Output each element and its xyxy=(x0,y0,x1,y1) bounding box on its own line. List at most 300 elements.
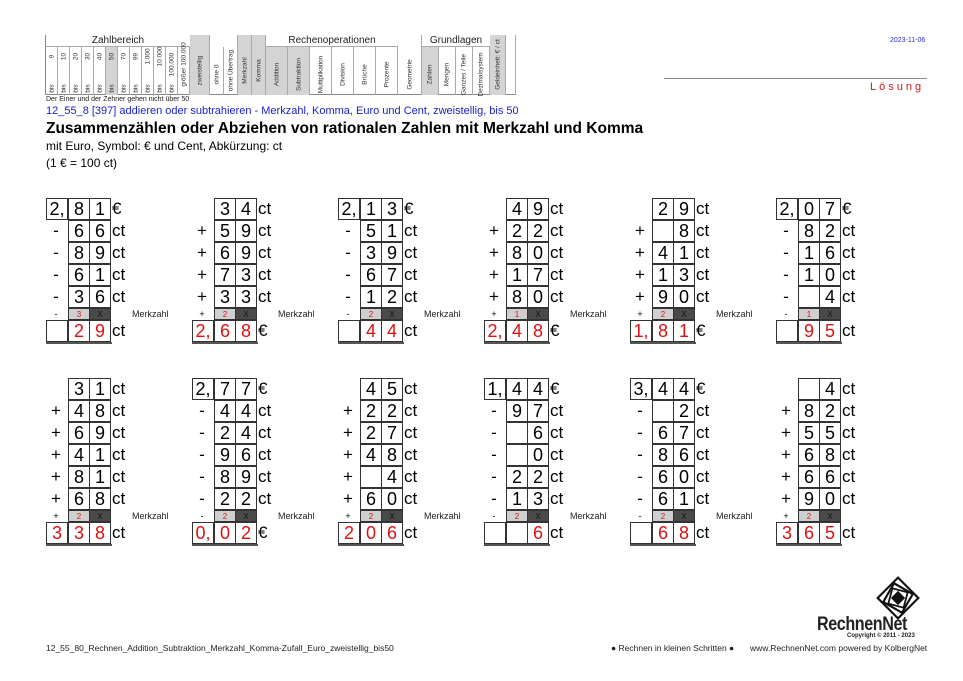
operand-unit-label: ct xyxy=(112,489,126,508)
operator-sign: - xyxy=(491,445,497,464)
result-underline xyxy=(338,342,404,344)
start-unit-label: ct xyxy=(696,199,710,218)
carry-digit-box[interactable]: 2 xyxy=(214,308,236,320)
zahlbereich-col-9 xyxy=(154,47,166,95)
start-digit-box: 9 xyxy=(673,198,695,220)
range-prefix-label: bis xyxy=(120,84,127,93)
operand-tens-box: 1 xyxy=(506,488,528,510)
result-digit-box[interactable]: 8 xyxy=(527,320,549,342)
range-prefix-label: bis xyxy=(156,84,163,93)
merkzahl-operator: - xyxy=(54,309,58,319)
merkzahl-label: Merkzahl xyxy=(132,309,169,319)
result-digit-box[interactable]: 6 xyxy=(527,522,549,544)
merkzahl-operator: + xyxy=(783,511,789,521)
result-digit-box[interactable]: 5 xyxy=(819,320,841,342)
operand-unit-label: ct xyxy=(112,445,126,464)
operand-unit-label: ct xyxy=(842,401,856,420)
operand-unit-label: ct xyxy=(112,423,126,442)
operator-sign: + xyxy=(51,423,61,442)
geldeinheit-col xyxy=(490,35,506,95)
start-unit-label: € xyxy=(696,379,706,398)
operation-col-prozente xyxy=(376,47,398,95)
operand-unit-label: ct xyxy=(550,287,564,306)
carry-digit-box[interactable]: 1 xyxy=(798,308,820,320)
carry-digit-box[interactable]: 2 xyxy=(798,510,820,522)
operand-tens-box xyxy=(506,444,528,466)
range-prefix-label: bis xyxy=(168,84,175,93)
start-digit-box: 2 xyxy=(652,198,674,220)
operand-unit-label: ct xyxy=(258,401,272,420)
result-digit-box[interactable] xyxy=(506,522,528,544)
result-unit-label: € xyxy=(696,321,706,340)
operand-tens-box: 9 xyxy=(798,488,820,510)
operator-sign: - xyxy=(491,489,497,508)
result-underline xyxy=(776,342,842,344)
operand-ones-box: 0 xyxy=(381,488,403,510)
zahlbereich-col-0 xyxy=(46,47,58,95)
range-note: Der Einer und der Zehner gehen nicht über 50 xyxy=(46,96,190,103)
merkzahl-operator: + xyxy=(637,309,643,319)
start-digit-box: 4 xyxy=(235,198,257,220)
operand-tens-box xyxy=(360,466,382,488)
operand-ones-box: 5 xyxy=(819,422,841,444)
operand-unit-label: ct xyxy=(404,489,418,508)
operand-ones-box: 6 xyxy=(527,422,549,444)
range-value-label: 99 xyxy=(132,52,139,61)
operand-ones-box: 4 xyxy=(235,400,257,422)
operand-ones-box: 0 xyxy=(819,488,841,510)
flag-col-komma xyxy=(252,35,266,95)
result-unit-label: ct xyxy=(404,321,418,340)
carry-digit-box[interactable]: 2 xyxy=(652,308,674,320)
start-unit-label: € xyxy=(112,199,122,218)
operation-label: Division xyxy=(339,63,346,86)
result-digit-box[interactable]: 6 xyxy=(798,522,820,544)
operand-tens-box xyxy=(652,220,674,242)
carry-blocked-box: X xyxy=(819,510,841,522)
operator-sign: - xyxy=(637,401,643,420)
operand-tens-box: 1 xyxy=(798,242,820,264)
result-digit-box[interactable]: 2 xyxy=(338,522,360,544)
zahlbereich-col-2 xyxy=(70,47,82,95)
start-digit-box: 3, xyxy=(630,378,652,400)
start-digit-box: 4 xyxy=(652,378,674,400)
range-prefix-label: bis xyxy=(48,84,55,93)
range-value-label: 50 xyxy=(108,52,115,61)
operand-ones-box: 9 xyxy=(235,220,257,242)
start-digit-box: 5 xyxy=(381,378,403,400)
operand-ones-box: 1 xyxy=(89,264,111,286)
operand-unit-label: ct xyxy=(404,401,418,420)
operator-sign: + xyxy=(489,287,499,306)
grundlagen-group xyxy=(422,35,490,97)
operation-label: Prozente xyxy=(383,61,390,88)
merkzahl-label: Merkzahl xyxy=(132,511,169,521)
operator-sign: + xyxy=(51,401,61,420)
result-underline xyxy=(46,342,112,344)
operand-unit-label: ct xyxy=(258,221,272,240)
operand-ones-box: 7 xyxy=(381,422,403,444)
result-digit-box[interactable] xyxy=(630,522,652,544)
operand-tens-box: 2 xyxy=(214,422,236,444)
operand-ones-box: 4 xyxy=(235,422,257,444)
operand-tens-box: 6 xyxy=(68,422,90,444)
geldeinheit-label: Geldeinheit: € / ct xyxy=(494,39,501,90)
start-digit-box: 3 xyxy=(68,378,90,400)
operator-sign: + xyxy=(781,401,791,420)
result-digit-box[interactable] xyxy=(338,320,360,342)
operand-unit-label: ct xyxy=(842,265,856,284)
zahlbereich-col-6 xyxy=(118,47,130,95)
merkzahl-label: Merkzahl xyxy=(570,309,607,319)
operand-unit-label: ct xyxy=(404,221,418,240)
name-line-divider xyxy=(664,78,927,79)
rechenoperationen-group xyxy=(266,35,398,94)
operator-sign: + xyxy=(635,221,645,240)
geometrie-label: Geometrie xyxy=(406,59,413,90)
zahlbereich-col-8 xyxy=(142,47,154,95)
operand-tens-box: 1 xyxy=(798,264,820,286)
operator-sign: - xyxy=(199,445,205,464)
operand-ones-box: 2 xyxy=(673,400,695,422)
result-digit-box[interactable]: 2 xyxy=(235,522,257,544)
operand-tens-box: 9 xyxy=(652,286,674,308)
carry-blocked-box: X xyxy=(89,510,111,522)
operator-sign: - xyxy=(199,423,205,442)
operand-tens-box: 1 xyxy=(506,264,528,286)
operand-unit-label: ct xyxy=(258,467,272,486)
carry-blocked-box: X xyxy=(235,510,257,522)
result-digit-box[interactable]: 2, xyxy=(192,320,214,342)
range-value-label: 100.000 xyxy=(168,52,175,77)
grundlagen-label: Zahlen xyxy=(426,64,434,85)
operand-unit-label: ct xyxy=(404,287,418,306)
operand-tens-box: 6 xyxy=(68,488,90,510)
operand-tens-box: 2 xyxy=(506,466,528,488)
operator-sign: - xyxy=(53,287,59,306)
operand-tens-box: 4 xyxy=(214,400,236,422)
start-digit-box: 2, xyxy=(46,198,68,220)
start-unit-label: ct xyxy=(258,199,272,218)
result-digit-box[interactable]: 6 xyxy=(381,522,403,544)
subtitle-conversion: (1 € = 100 ct) xyxy=(46,156,118,170)
merkzahl-label: Merkzahl xyxy=(570,511,607,521)
operator-sign: - xyxy=(491,467,497,486)
operator-sign: - xyxy=(345,243,351,262)
operand-tens-box: 2 xyxy=(360,422,382,444)
operand-tens-box: 4 xyxy=(68,400,90,422)
operator-sign: - xyxy=(53,265,59,284)
result-digit-box[interactable]: 1, xyxy=(630,320,652,342)
flag-col-merkzahl xyxy=(238,35,252,95)
start-digit-box: 7 xyxy=(235,378,257,400)
result-digit-box[interactable]: 2, xyxy=(484,320,506,342)
result-digit-box[interactable]: 6 xyxy=(214,320,236,342)
operand-ones-box: 0 xyxy=(673,286,695,308)
result-digit-box[interactable]: 0 xyxy=(214,522,236,544)
geometrie-col xyxy=(398,35,422,95)
operator-sign: + xyxy=(343,423,353,442)
result-digit-box[interactable]: 9 xyxy=(798,320,820,342)
operator-sign: - xyxy=(783,243,789,262)
operator-sign: - xyxy=(491,401,497,420)
result-underline xyxy=(46,544,112,546)
result-digit-box[interactable]: 3 xyxy=(776,522,798,544)
operand-unit-label: ct xyxy=(550,401,564,420)
operand-unit-label: ct xyxy=(696,445,710,464)
operand-ones-box: 6 xyxy=(89,220,111,242)
operand-ones-box: 1 xyxy=(381,220,403,242)
flag-col-ohne-bertrag xyxy=(224,35,238,95)
start-unit-label: € xyxy=(550,379,560,398)
operation-label: Brüche xyxy=(361,64,368,85)
operand-ones-box: 0 xyxy=(673,466,695,488)
operand-tens-box xyxy=(798,286,820,308)
start-digit-box: 2, xyxy=(192,378,214,400)
start-digit-box: 2, xyxy=(776,198,798,220)
grundlagen-label: Ganzes / Teile xyxy=(460,53,468,96)
operator-sign: + xyxy=(197,265,207,284)
operand-ones-box: 2 xyxy=(235,488,257,510)
flag-label: zweistellig xyxy=(196,55,203,86)
result-unit-label: ct xyxy=(404,523,418,542)
operator-sign: + xyxy=(197,243,207,262)
operand-ones-box: 2 xyxy=(819,400,841,422)
merkzahl-operator: - xyxy=(638,511,642,521)
merkzahl-label: Merkzahl xyxy=(278,511,315,521)
operand-ones-box: 0 xyxy=(527,286,549,308)
operand-tens-box: 4 xyxy=(652,242,674,264)
range-prefix-label: bis xyxy=(108,84,115,93)
operand-tens-box: 8 xyxy=(506,242,528,264)
range-prefix-label: bis xyxy=(144,84,151,93)
table-end-spacer xyxy=(506,35,516,95)
operator-sign: - xyxy=(783,221,789,240)
operand-ones-box: 9 xyxy=(89,242,111,264)
result-unit-label: € xyxy=(258,523,268,542)
operand-unit-label: ct xyxy=(696,265,710,284)
operator-sign: + xyxy=(489,221,499,240)
result-underline xyxy=(484,342,550,344)
merkzahl-label: Merkzahl xyxy=(716,309,753,319)
operand-unit-label: ct xyxy=(842,423,856,442)
operand-unit-label: ct xyxy=(550,221,564,240)
start-unit-label: € xyxy=(258,379,268,398)
operand-unit-label: ct xyxy=(258,265,272,284)
operand-unit-label: ct xyxy=(696,287,710,306)
operand-unit-label: ct xyxy=(258,445,272,464)
operand-tens-box: 2 xyxy=(214,488,236,510)
zahlbereich-col-5 xyxy=(106,47,118,95)
operand-tens-box xyxy=(652,400,674,422)
carry-digit-box[interactable]: 2 xyxy=(506,510,528,522)
result-digit-box[interactable]: 3 xyxy=(68,522,90,544)
carry-digit-box[interactable]: 2 xyxy=(360,308,382,320)
operator-sign: + xyxy=(635,265,645,284)
operand-ones-box: 1 xyxy=(89,466,111,488)
operand-unit-label: ct xyxy=(404,445,418,464)
operand-unit-label: ct xyxy=(258,423,272,442)
operand-ones-box: 7 xyxy=(381,264,403,286)
operand-tens-box: 6 xyxy=(68,264,90,286)
result-digit-box[interactable]: 4 xyxy=(381,320,403,342)
range-prefix-label: bis xyxy=(84,84,91,93)
merkzahl-operator: - xyxy=(492,511,496,521)
range-prefix-label: bis xyxy=(72,84,79,93)
operator-sign: - xyxy=(53,221,59,240)
result-digit-box[interactable] xyxy=(46,320,68,342)
operator-sign: + xyxy=(197,221,207,240)
flag-label: ohne 0 xyxy=(213,64,220,85)
operator-sign: + xyxy=(197,287,207,306)
result-digit-box[interactable]: 6 xyxy=(652,522,674,544)
operand-ones-box: 6 xyxy=(819,466,841,488)
result-digit-box[interactable]: 3 xyxy=(46,522,68,544)
operator-sign: - xyxy=(199,401,205,420)
range-value-label: 10 xyxy=(60,52,67,61)
operand-ones-box: 9 xyxy=(89,422,111,444)
grundlagen-col-3 xyxy=(473,47,490,95)
result-unit-label: ct xyxy=(842,321,856,340)
result-digit-box[interactable]: 9 xyxy=(89,320,111,342)
result-digit-box[interactable]: 1 xyxy=(673,320,695,342)
operand-unit-label: ct xyxy=(842,489,856,508)
carry-digit-box[interactable]: 2 xyxy=(68,510,90,522)
flag-col-zweistellig xyxy=(190,35,210,95)
result-digit-box[interactable]: 8 xyxy=(652,320,674,342)
start-digit-box: 7 xyxy=(819,198,841,220)
operand-unit-label: ct xyxy=(842,445,856,464)
carry-digit-box[interactable]: 2 xyxy=(214,510,236,522)
operand-unit-label: ct xyxy=(696,401,710,420)
start-digit-box: 4 xyxy=(506,198,528,220)
operand-ones-box: 3 xyxy=(527,488,549,510)
operator-sign: - xyxy=(637,445,643,464)
result-digit-box[interactable]: 8 xyxy=(235,320,257,342)
operand-ones-box: 7 xyxy=(673,422,695,444)
operand-tens-box: 6 xyxy=(360,488,382,510)
operand-unit-label: ct xyxy=(404,423,418,442)
result-unit-label: ct xyxy=(550,523,564,542)
result-digit-box[interactable]: 8 xyxy=(673,522,695,544)
operator-sign: + xyxy=(343,467,353,486)
flag-label: ohne Übertrag xyxy=(227,49,234,92)
operator-sign: - xyxy=(345,287,351,306)
operand-unit-label: ct xyxy=(550,243,564,262)
operand-unit-label: ct xyxy=(550,489,564,508)
start-digit-box: 8 xyxy=(68,198,90,220)
operation-col-multiplikation xyxy=(310,47,332,95)
carry-digit-box[interactable]: 2 xyxy=(360,510,382,522)
merkzahl-label: Merkzahl xyxy=(424,309,461,319)
operand-ones-box: 9 xyxy=(235,466,257,488)
operator-sign: + xyxy=(489,243,499,262)
result-digit-box[interactable]: 4 xyxy=(506,320,528,342)
carry-digit-box[interactable]: 2 xyxy=(652,510,674,522)
operation-col-subtraktion xyxy=(288,47,310,95)
operation-col-division xyxy=(332,47,354,95)
result-underline xyxy=(776,544,842,546)
operand-ones-box: 1 xyxy=(673,242,695,264)
operand-tens-box: 1 xyxy=(360,286,382,308)
operand-ones-box: 2 xyxy=(527,220,549,242)
result-underline xyxy=(338,544,404,546)
operand-ones-box: 8 xyxy=(381,444,403,466)
flag-label: Merkzahl xyxy=(241,57,248,84)
start-digit-box: 1 xyxy=(89,198,111,220)
range-prefix-label: bis xyxy=(132,84,139,93)
merkzahl-operator: + xyxy=(345,511,351,521)
flag-col-ohne-0 xyxy=(210,47,224,95)
result-digit-box[interactable]: 8 xyxy=(89,522,111,544)
operand-tens-box: 8 xyxy=(506,286,528,308)
carry-blocked-box: X xyxy=(89,308,111,320)
result-digit-box[interactable]: 0, xyxy=(192,522,214,544)
operand-ones-box: 0 xyxy=(527,242,549,264)
result-digit-box[interactable]: 4 xyxy=(360,320,382,342)
result-digit-box[interactable]: 0 xyxy=(360,522,382,544)
date-label: 2023-11-06 xyxy=(890,37,926,44)
operand-unit-label: ct xyxy=(404,243,418,262)
operand-unit-label: ct xyxy=(112,243,126,262)
operand-tens-box: 3 xyxy=(360,242,382,264)
range-value-label: größer 100.000 xyxy=(180,42,187,87)
range-prefix-label: bis xyxy=(60,84,67,93)
operand-unit-label: ct xyxy=(258,243,272,262)
operand-tens-box: 7 xyxy=(214,264,236,286)
merkzahl-label: Merkzahl xyxy=(424,511,461,521)
range-value-label: 30 xyxy=(84,52,91,61)
result-digit-box[interactable] xyxy=(776,320,798,342)
grundlagen-col-0 xyxy=(422,47,439,95)
start-digit-box: 9 xyxy=(527,198,549,220)
operand-unit-label: ct xyxy=(696,467,710,486)
operator-sign: - xyxy=(345,221,351,240)
operator-sign: - xyxy=(345,265,351,284)
operand-ones-box: 6 xyxy=(89,286,111,308)
operand-ones-box: 4 xyxy=(819,286,841,308)
result-digit-box[interactable]: 5 xyxy=(819,522,841,544)
merkzahl-operator: + xyxy=(199,309,205,319)
start-digit-box: 4 xyxy=(673,378,695,400)
carry-blocked-box: X xyxy=(819,308,841,320)
operand-tens-box: 9 xyxy=(506,400,528,422)
flag-label: Komma xyxy=(255,59,262,82)
result-digit-box[interactable] xyxy=(484,522,506,544)
operand-unit-label: ct xyxy=(550,265,564,284)
zahlbereich-col-3 xyxy=(82,47,94,95)
operator-sign: + xyxy=(635,243,645,262)
operation-label: Multiplikation xyxy=(317,55,324,94)
result-unit-label: € xyxy=(258,321,268,340)
operand-ones-box: 1 xyxy=(673,488,695,510)
grundlagen-label: Dezimalsystem xyxy=(477,52,485,97)
carry-digit-box[interactable]: 1 xyxy=(506,308,528,320)
operand-ones-box: 6 xyxy=(235,444,257,466)
operand-unit-label: ct xyxy=(696,489,710,508)
result-digit-box[interactable]: 2 xyxy=(68,320,90,342)
operation-col-brüche xyxy=(354,47,376,95)
carry-digit-box[interactable]: 3 xyxy=(68,308,90,320)
operand-ones-box: 9 xyxy=(381,242,403,264)
operand-unit-label: ct xyxy=(696,423,710,442)
operand-ones-box: 7 xyxy=(527,264,549,286)
operand-tens-box: 6 xyxy=(360,264,382,286)
start-unit-label: ct xyxy=(404,379,418,398)
operator-sign: - xyxy=(637,423,643,442)
operation-label: Subtraktion xyxy=(295,58,302,91)
carry-blocked-box: X xyxy=(381,510,403,522)
